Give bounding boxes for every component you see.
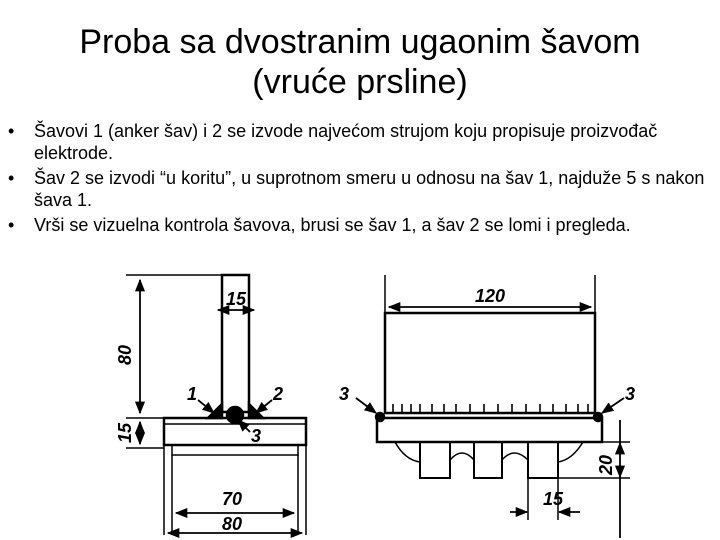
title-line-2: (vruće prsline) bbox=[252, 63, 468, 101]
weld-2-label: 2 bbox=[272, 384, 284, 404]
dim-top-label: 15 bbox=[225, 289, 247, 309]
bullet-text: Vrši se vizuelna kontrola šavova, brusi se šav 1, a šav 2 se lomi i pregleda. bbox=[34, 215, 631, 235]
right-view bbox=[356, 275, 630, 538]
bullet-dot: • bbox=[8, 121, 15, 141]
left-view bbox=[126, 275, 306, 535]
weld-1-label: 1 bbox=[186, 384, 198, 404]
bullet-dot: • bbox=[8, 215, 15, 235]
weld-2-bead bbox=[249, 404, 263, 418]
weld-3-bead bbox=[227, 407, 243, 423]
bullet-text: Šavovi 1 (anker šav) i 2 se izvode najvećom strujom koju propisuje proizvođač elektrode. bbox=[34, 121, 658, 163]
upper-plate bbox=[385, 313, 595, 413]
weld-left-bead bbox=[376, 413, 384, 421]
bullet-dot: • bbox=[8, 168, 15, 188]
weld-left-label: 3 bbox=[338, 384, 350, 404]
weld-1-bead bbox=[208, 404, 222, 418]
dim-inner-label: 70 bbox=[221, 489, 243, 509]
dim-outer-label: 80 bbox=[221, 514, 243, 534]
dim-side-width-label: 15 bbox=[542, 489, 564, 509]
weld-3-label: 3 bbox=[250, 426, 262, 446]
dim-height-label: 80 bbox=[115, 344, 135, 366]
base-plate-side bbox=[377, 418, 602, 442]
dim-length-label: 120 bbox=[474, 286, 506, 306]
title-line-1: Proba sa dvostranim ugaonim šavom bbox=[79, 23, 641, 61]
weld-right-bead bbox=[594, 413, 602, 421]
dim-plate-label: 15 bbox=[115, 422, 135, 444]
weld-right-label: 3 bbox=[624, 384, 636, 404]
dim-side-height-label: 20 bbox=[596, 454, 616, 476]
bullet-text: Šav 2 se izvodi “u koritu”, u suprotnom smeru u odnosu na šav 1, najduže 5 s nakon šava 1. bbox=[34, 168, 705, 210]
